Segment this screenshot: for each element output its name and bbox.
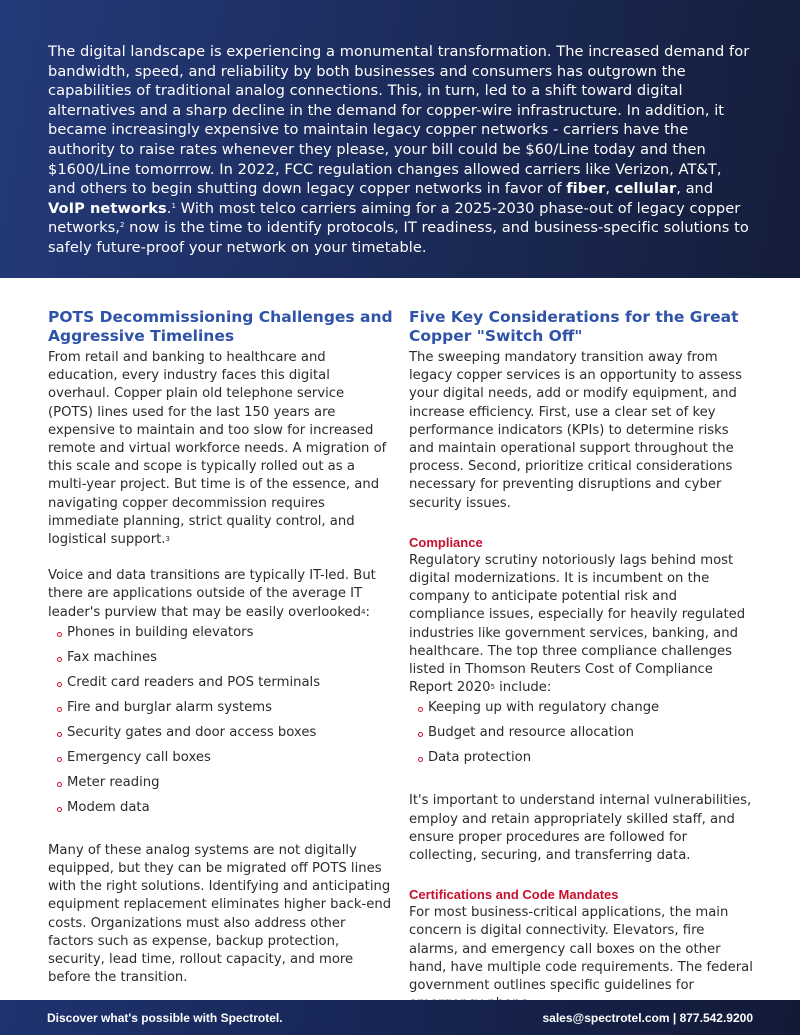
list-item: Emergency call boxes: [48, 749, 393, 767]
right-paragraph-2: Regulatory scrutiny notoriously lags behind most digital modernizations. It is incumbent on the company to anticipate potential risk and compliance issues, especially for heavily regulated industries like government services, banking, and healthcare. The top three compliance challenges listed in Thomson Reuters Cost of Compliance Report 2020$^5$ include:: [409, 552, 746, 696]
intro-bold-cellular: cellular: [614, 180, 677, 198]
bullet-circle-icon: [57, 732, 62, 737]
compliance-heading: Compliance: [409, 534, 483, 550]
overlooked-applications-list: [48, 624, 393, 817]
right-column: [409, 308, 755, 1013]
footnote-ref-1: 1: [171, 201, 176, 210]
footer-tagline: Discover what's possible with Spectrotel.: [47, 1010, 283, 1025]
right-heading: Five Key Considerations for the Great Copper "Switch Off": [409, 308, 739, 345]
list-item: Keeping up with regulatory change: [409, 699, 755, 717]
bullet-circle-icon: [418, 757, 423, 762]
left-column: [48, 308, 393, 987]
bullet-circle-icon: [57, 657, 62, 662]
left-paragraph-2: Voice and data transitions are typically IT-led. But there are applications outside of the average IT leader's purview that may be easily overlooked$^4$:: [48, 568, 376, 620]
list-item: Phones in building elevators: [48, 624, 393, 642]
list-item: Security gates and door access boxes: [48, 724, 393, 742]
list-item: Fax machines: [48, 649, 393, 667]
right-paragraph-4: For most business-critical applications, the main concern is digital connectivity. Elevators, fire alarms, and emergency call boxes on the other hand, have multiple code requirements. The federal government outlines specific guidelines for: [409, 905, 753, 994]
list-item: Credit card readers and POS terminals: [48, 674, 393, 692]
left-heading: POTS Decommissioning Challenges and Aggressive Timelines: [48, 308, 393, 345]
footnote-ref-4: 4: [360, 607, 366, 616]
right-paragraph-1: The sweeping mandatory transition away from legacy copper services is an opportunity to assess your digital needs, add or modify equipment, and increase efficiency. First, use a clear set of key performance indicators (KPIs) to determine risks and maintain operational support throughout the process. Second, prioritize critical considerations necessary for preventing disruptions and cyber security issues.: [409, 350, 743, 511]
list-item: Modem data: [48, 799, 393, 817]
list-item: Meter reading: [48, 774, 393, 792]
list-item: Budget and resource allocation: [409, 724, 755, 742]
bullet-circle-icon: [418, 707, 423, 712]
list-item: Data protection: [409, 749, 755, 767]
footnote-ref-2: 2: [119, 221, 125, 230]
footer-bar: [0, 1000, 800, 1035]
footer-contact[interactable]: sales@spectrotel.com | 877.542.9200: [542, 1010, 753, 1025]
bullet-circle-icon: [57, 807, 62, 812]
left-paragraph-3: Many of these analog systems are not digitally equipped, but they can be migrated off POTS lines with the right solutions. Identifying and anticipating equipment replacement eliminates higher back-end costs. Organizations must also address other factors such as expense, backup protection, security, lead time, rollout capacity, and more before the transition.: [48, 842, 392, 986]
bullet-circle-icon: [57, 682, 62, 687]
intro-banner: [0, 0, 800, 278]
bullet-circle-icon: [57, 707, 62, 712]
footnote-ref-3: 3: [165, 535, 170, 544]
intro-bold-voip: VoIP networks: [48, 199, 167, 217]
bullet-circle-icon: [418, 732, 423, 737]
bullet-circle-icon: [57, 782, 62, 787]
left-paragraph-1: From retail and banking to healthcare and education, every industry faces this digital overhaul. Copper plain old telephone service (POTS) lines used for the last 150 years are expensive to maintain and too slow for increased remote and virtual workforce needs. A migration of this scale and scope is typically rolled out as a multi-year project. But time is of the essence, and navigating copper decommission requires immediate planning, strict quality control, and logistical support.$^3$: [48, 350, 387, 548]
certifications-heading: Certifications and Code Mandates: [409, 887, 619, 903]
compliance-challenges-list: [409, 699, 755, 767]
right-paragraph-3: It's important to understand internal vulnerabilities, employ and retain appropriately skilled staff, and ensure proper procedures are followed for collecting, securing, and transferring data.: [409, 793, 752, 864]
footnote-ref-5: 5: [490, 683, 495, 692]
bullet-circle-icon: [57, 632, 62, 637]
bullet-circle-icon: [57, 757, 62, 762]
intro-bold-fiber: fiber: [566, 180, 606, 198]
list-item: Fire and burglar alarm systems: [48, 699, 393, 717]
intro-paragraph: The digital landscape is experiencing a monumental transformation. The increased demand for bandwidth, speed, and reliability by both businesses and consumers has outgrown the capabilities of traditional analog connections. This, in turn, led to a shift toward digital alternatives and a sharp decline in the demand for copper-wire infrastructure. In addition, it became increasingly expensive to maintain legacy copper networks - carriers have the authority to raise rates whenever they please, your bill could be $60/Line today and then $1600/Line tomorrrow. In 2022, FCC regulation changes allowed carriers like Verizon, AT&T, and others to begin shutting down legacy copper networks in favor of fiber, cellular, and VoIP networks.$^1$ With most telco carriers aiming for a 2025-2030 phase-out of legacy copper networks,$^2$ now is the time to identify protocols, IT readiness, and business-specific solutions to safely future-proof your network on your timetable.: [48, 43, 750, 256]
